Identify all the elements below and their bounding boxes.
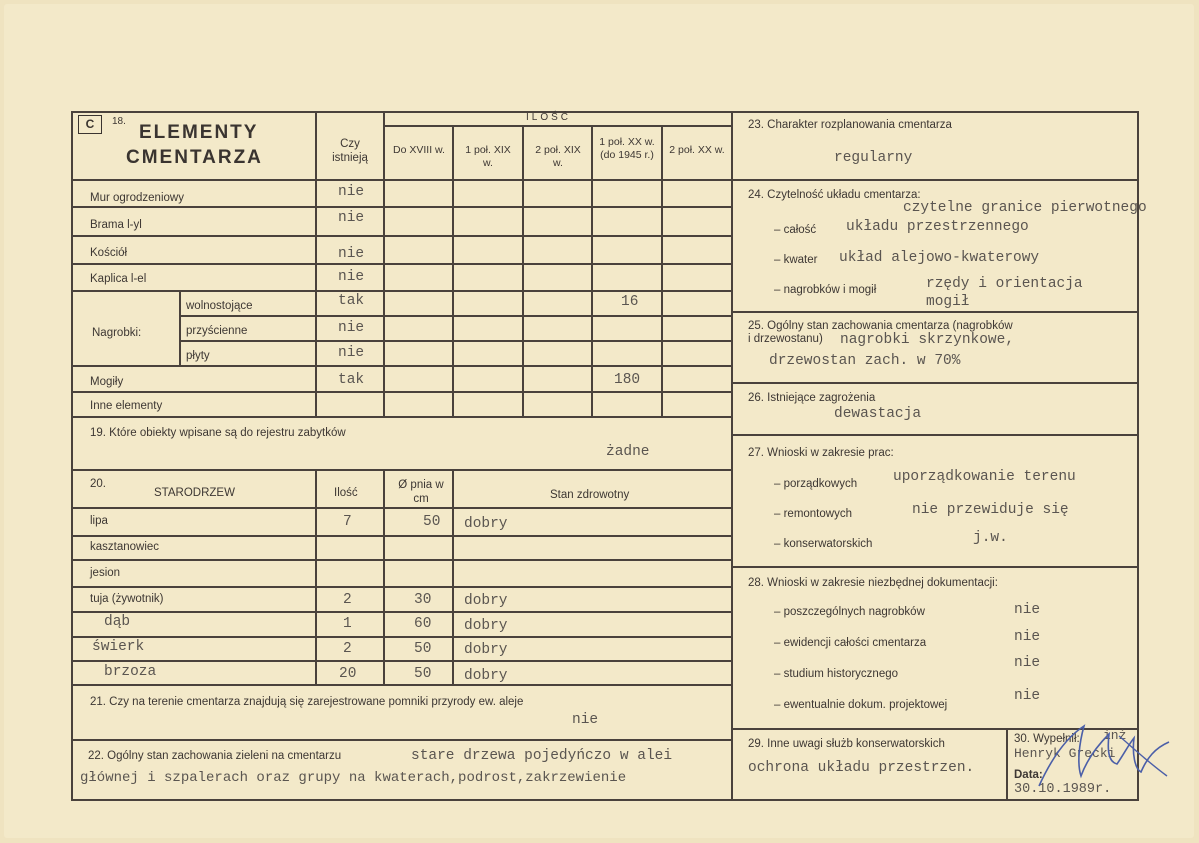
column-header-exists: Czy istnieją [332,138,368,164]
rule [731,179,1137,181]
row-label: płyty [186,350,210,362]
section-28-item-label: – studium historycznego [774,668,899,680]
section-26-value: dewastacja [834,406,922,422]
rule [71,365,731,367]
exists-value: nie [338,269,365,285]
section-number-18: 18. [112,116,126,127]
period-header-2: 1 poł. XIX w. [465,144,511,169]
rule [383,469,385,685]
rule [731,566,1137,568]
row-label: Mur ogrodzeniowy [90,192,184,204]
row-label: przyścienne [186,325,248,337]
period-header-4: 1 poł. XX w. (do 1945 r.) [599,136,655,161]
section-24-item-value: rzędy i orientacja [926,276,1083,292]
column-header-count: Ilość [334,487,358,499]
exists-value: nie [338,184,365,200]
tree-count: 20 [339,666,357,682]
column-header-quantity: ILOŚĆ [526,112,572,123]
section-27-item-label: – porządkowych [774,478,858,490]
rule [71,416,731,418]
rule [71,111,73,801]
section-number-20: 20. [90,478,106,490]
section-title-line1: ELEMENTY [139,122,259,143]
tree-name: kasztanowiec [90,541,160,553]
rule [661,125,663,417]
tree-health: dobry [464,668,508,684]
rule [71,290,731,292]
section-19-value: żadne [606,444,650,460]
row-label: Kaplica l-el [90,273,147,285]
rule [383,125,731,127]
rule [179,340,731,342]
rule [71,469,731,471]
tree-diameter: 30 [414,592,432,608]
section-21-value: nie [572,712,599,728]
rule [71,263,731,265]
rule [71,684,731,686]
rule [1006,728,1008,801]
tree-health: dobry [464,618,508,634]
tree-diameter: 60 [414,616,432,632]
rule [315,469,317,685]
section-24-item-label: – kwater [774,254,818,266]
tree-name: świerk [92,639,145,655]
tree-name: dąb [104,614,131,630]
section-29-label: 29. Inne uwagi służb konserwatorskich [748,738,945,750]
section-26-label: 26. Istniejące zagrożenia [748,392,876,404]
section-22-value-line1: stare drzewa pojedyńczo w alei [411,748,673,764]
rule [591,125,593,417]
section-28-item-label: – poszczególnych nagrobków [774,606,925,618]
section-28-item-label: – ewidencji całości cmentarza [774,637,927,649]
column-header-health: Stan zdrowotny [550,489,630,501]
rule [71,739,731,741]
tree-name: brzoza [104,664,157,680]
section-29-value: ochrona układu przestrzen. [748,760,975,776]
section-title-line2: CMENTARZA [126,147,263,168]
section-27-item-label: – remontowych [774,508,852,520]
section-28-item-value: nie [1014,688,1041,704]
signature [1009,714,1189,794]
rule [179,290,181,366]
rule [71,636,731,638]
exists-value: nie [338,345,365,361]
rule [71,391,731,393]
section-24-item-value: układu przestrzennego [846,219,1029,235]
rule [71,611,731,613]
exists-value: tak [338,293,365,309]
section-22-label: 22. Ogólny stan zachowania zieleni na cmentarzu [88,750,342,762]
period-header-3: 2 poł. XIX w. [535,144,581,169]
rule [522,125,524,417]
rule [71,586,731,588]
rule [71,660,731,662]
rule [71,111,1139,113]
section-28-item-label: – ewentualnie dokum. projektowej [774,699,948,711]
row-label: Brama l-yl [90,219,142,231]
section-21-label: 21. Czy na terenie cmentarza znajdują się zarejestrowane pomniki przyrody ew. aleje [90,696,524,708]
quantity-value: 16 [621,294,639,310]
section-24-item-value2: mogił [926,294,970,310]
tree-name: tuja (żywotnik) [90,593,164,605]
rule [71,535,731,537]
exists-value: tak [338,372,365,388]
section-24-label: 24. Czytelność układu cmentarza: [748,189,921,201]
rule [71,179,731,181]
section-27-item-value: uporządkowanie terenu [893,469,1076,485]
rule [71,206,731,208]
section-24-value-top: czytelne granice pierwotnego [903,200,1147,216]
section-25-value2: drzewostan zach. w 70% [769,353,961,369]
tree-name: jesion [90,567,121,579]
section-24-item-label: – nagrobków i mogił [774,284,877,296]
rule [71,559,731,561]
tree-name: lipa [90,515,108,527]
rule [731,311,1137,313]
section-24-item-label: – całość [774,224,817,236]
section-27-item-value: j.w. [973,530,1008,546]
section-28-label: 28. Wnioski w zakresie niezbędnej dokumentacji: [748,577,998,589]
section-25-value1: nagrobki skrzynkowe, [840,332,1015,348]
rule [71,235,731,237]
section-28-item-value: nie [1014,655,1041,671]
row-label: wolnostojące [186,300,253,312]
tree-diameter: 50 [414,666,432,682]
rule [452,469,454,685]
tree-count: 2 [343,641,352,657]
row-label: Mogiły [90,376,124,388]
section-28-item-value: nie [1014,602,1041,618]
period-header-5: 2 poł. XX w. [669,144,725,156]
corner-letter-box: C [78,115,102,134]
tree-health: dobry [464,642,508,658]
rule [731,382,1137,384]
section-30-label: 30. Wypełnił: [1014,733,1080,745]
section-30-date-label: Data: [1014,769,1043,781]
section-19-label: 19. Które obiekty wpisane są do rejestru zabytków [90,427,346,439]
rule [452,125,454,417]
tree-count: 7 [343,514,352,530]
row-label: Kościół [90,247,128,259]
column-header-diameter: Ø pnia w cm [398,479,444,505]
section-30-date-value: 30.10.1989r. [1014,782,1112,797]
rule [71,507,731,509]
section-27-item-label: – konserwatorskich [774,538,873,550]
column-header-tree: STARODRZEW [154,487,235,499]
tree-count: 1 [343,616,352,632]
tree-health: dobry [464,593,508,609]
rule [179,315,731,317]
tree-health: dobry [464,516,508,532]
tree-count: 2 [343,592,352,608]
row-label: Inne elementy [90,400,163,412]
section-28-item-value: nie [1014,629,1041,645]
section-27-item-value: nie przewiduje się [912,502,1069,518]
section-27-label: 27. Wnioski w zakresie prac: [748,447,894,459]
quantity-value: 180 [614,372,641,388]
tree-diameter: 50 [414,641,432,657]
period-header-1: Do XVIII w. [393,144,445,156]
exists-value: nie [338,246,365,262]
section-23-value: regularny [834,150,913,166]
rule [731,434,1137,436]
nagrobki-label: Nagrobki: [92,327,142,339]
section-24-item-value: układ alejowo-kwaterowy [839,250,1040,266]
section-25-label-line2: i drzewostanu) [748,333,823,345]
rule [731,111,733,801]
exists-value: nie [338,320,365,336]
exists-value: nie [338,210,365,226]
section-30-value2: Henryk Grecki [1014,746,1116,761]
rule [71,799,1139,801]
section-30-value1: inż [1103,728,1127,743]
record-card [4,4,1194,838]
tree-diameter: 50 [423,514,441,530]
section-23-label: 23. Charakter rozplanowania cmentarza [748,119,952,131]
section-22-value-line2: głównej i szpalerach oraz grupy na kwaterach,podrost,zakrzewienie [80,770,627,786]
section-25-label-line1: 25. Ogólny stan zachowania cmentarza (nagrobków [748,320,1013,332]
